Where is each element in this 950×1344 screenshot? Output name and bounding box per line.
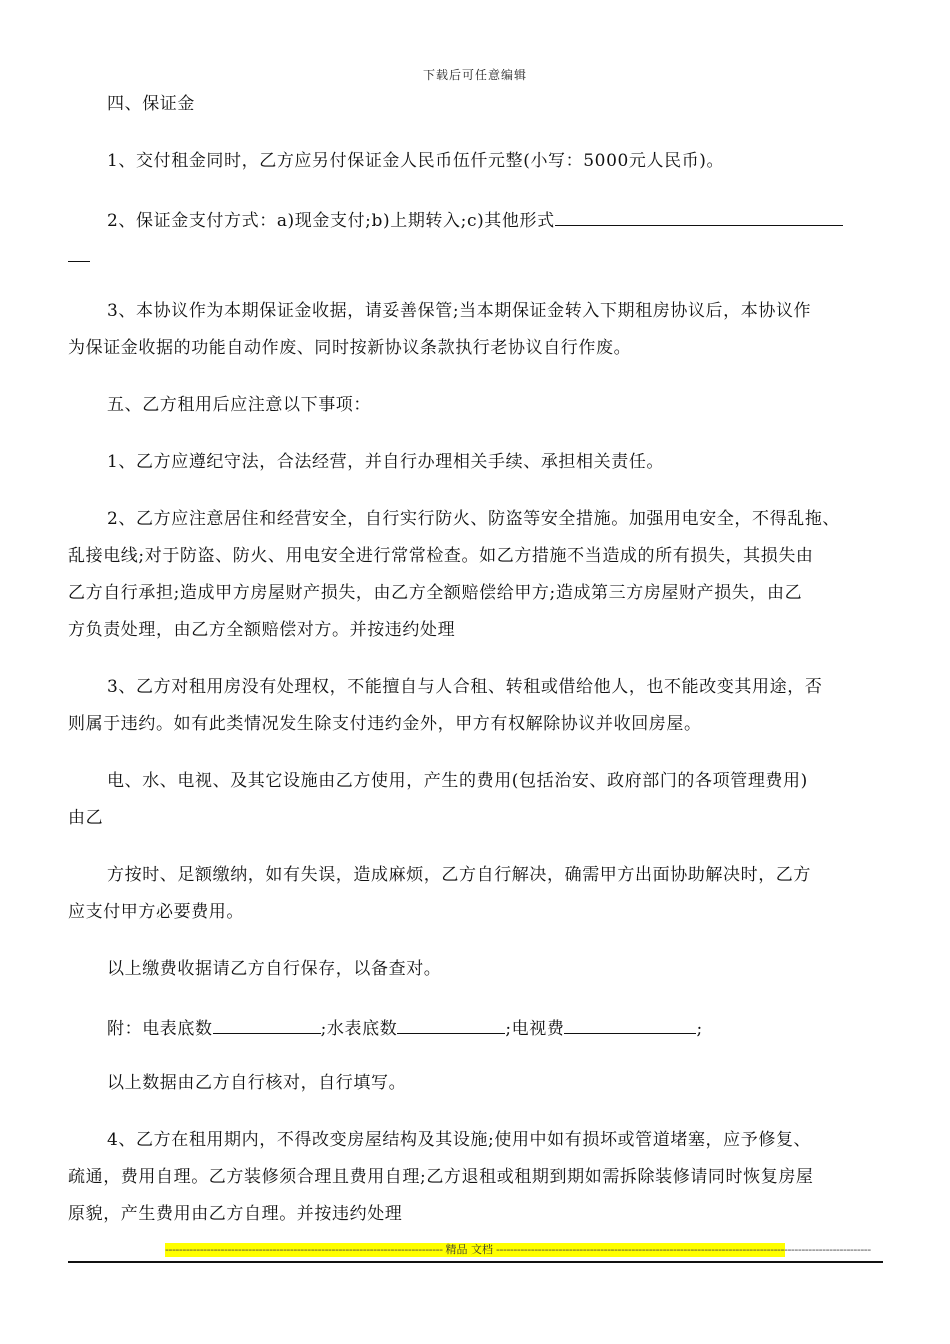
clause-5-2-line-1: 2、乙方应注意居住和经营安全，自行实行防火、防盗等安全措施。加强用电安全，不得乱拖、: [107, 509, 841, 529]
electric-meter-blank[interactable]: [213, 1015, 321, 1034]
clause-4-3-line-1: 3、本协议作为本期保证金收据，请妥善保管;当本期保证金转入下期租房协议后，本协议作: [107, 301, 812, 321]
clause-4-2-text: 2、保证金支付方式：a)现金支付;b)上期转入;c)其他形式: [107, 211, 555, 231]
meter-readings-line: [107, 1015, 703, 1040]
clause-4-2: [107, 207, 843, 232]
footer-watermark-band: [165, 1243, 871, 1257]
clause-5-4-line-1: 4、乙方在租用期内，不得改变房屋结构及其设施;使用中如有损坏或管道堵塞，应予修复、: [107, 1130, 812, 1150]
clause-4-1: 1、交付租金同时，乙方应另付保证金人民币伍仟元整(小写：5000元人民币)。: [107, 151, 725, 171]
water-meter-label: ;水表底数: [320, 1019, 398, 1039]
clause-5-1: 1、乙方应遵纪守法，合法经营，并自行办理相关手续、承担相关责任。: [107, 452, 665, 472]
utilities-line-3: 方按时、足额缴纳，如有失误，造成麻烦，乙方自行解决，确需甲方出面协助解决时，乙方: [107, 865, 811, 885]
clause-5-2-line-3: 乙方自行承担;造成甲方房屋财产损失，由乙方全额赔偿给甲方;造成第三方房屋财产损失，由乙: [68, 583, 803, 603]
water-meter-blank[interactable]: [397, 1015, 505, 1034]
footer-label: 精品 文档: [445, 1243, 494, 1256]
other-method-blank-continued[interactable]: [68, 243, 90, 262]
clause-4-2-continuation: [68, 243, 90, 268]
receipt-note: 以上缴费收据请乙方自行保存，以备查对。: [107, 959, 442, 979]
clause-5-2-line-4: 方负责处理，由乙方全额赔偿对方。并按违约处理: [68, 620, 456, 640]
tv-fee-blank[interactable]: [564, 1015, 696, 1034]
clause-4-3-line-2: 为保证金收据的功能自动作废、同时按新协议条款执行老协议自行作废。: [68, 338, 632, 358]
section-4-heading: 四、保证金: [107, 94, 195, 114]
header-note: 下载后可任意编辑: [422, 68, 527, 82]
clause-5-2-line-2: 乱接电线;对于防盗、防火、用电安全进行常常检查。如乙方措施不当造成的所有损失，其损失由: [68, 546, 814, 566]
clause-5-4-line-2: 疏通，费用自理。乙方装修须合理且费用自理;乙方退租或租期到期如需拆除装修请同时恢复房屋: [68, 1167, 814, 1187]
clause-5-4-line-3: 原貌，产生费用由乙方自理。并按违约处理: [68, 1204, 403, 1224]
footer-dash-right: ------------------------------------------------------------------------------------------------------------: [496, 1243, 871, 1256]
utilities-line-2: 由乙: [68, 808, 104, 828]
self-check-note: 以上数据由乙方自行核对，自行填写。: [107, 1073, 407, 1093]
utilities-line-4: 应支付甲方必要费用。: [68, 902, 244, 922]
section-5-heading: 五、乙方租用后应注意以下事项：: [107, 395, 371, 415]
footer-dash-left: --------------------------------------------------------------------------------: [165, 1243, 443, 1256]
utilities-line-1: 电、水、电视、及其它设施由乙方使用，产生的费用(包括治安、政府部门的各项管理费用): [107, 771, 808, 791]
electric-meter-label: 附：电表底数: [107, 1019, 213, 1039]
meter-line-end: ;: [696, 1019, 703, 1039]
tv-fee-label: ;电视费: [505, 1019, 565, 1039]
footer-rule: [68, 1261, 883, 1263]
clause-5-3-line-2: 则属于违约。如有此类情况发生除支付违约金外，甲方有权解除协议并收回房屋。: [68, 714, 702, 734]
clause-5-3-line-1: 3、乙方对租用房没有处理权，不能擅自与人合租、转租或借给他人，也不能改变其用途，否: [107, 677, 823, 697]
other-method-blank[interactable]: [555, 207, 843, 226]
